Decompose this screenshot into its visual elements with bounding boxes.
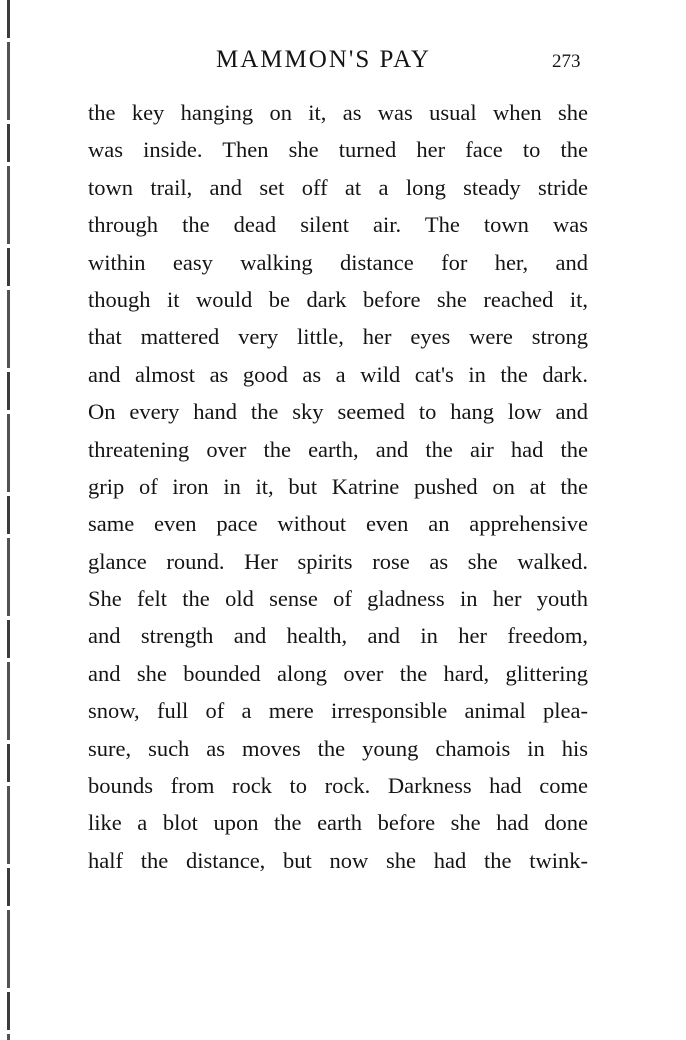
text-line: half the distance, but now she had the twink- xyxy=(88,847,588,873)
text-line: and strength and health, and in her freedom, xyxy=(88,623,588,649)
text-line: snow, full of a mere irresponsible animal plea- xyxy=(88,698,588,724)
text-line: bounds from rock to rock. Darkness had come xyxy=(88,773,588,799)
text-line: On every hand the sky seemed to hang low and xyxy=(88,399,588,425)
running-head xyxy=(0,46,686,78)
text-line: through the dead silent air. The town was xyxy=(88,212,588,238)
text-line: threatening over the earth, and the air had the xyxy=(88,436,588,462)
text-line: town trail, and set off at a long steady stride xyxy=(88,174,588,200)
text-line: though it would be dark before she reached it, xyxy=(88,286,588,312)
text-line: sure, such as moves the young chamois in his xyxy=(88,735,588,761)
text-line: the key hanging on it, as was usual when she xyxy=(88,100,588,125)
text-line: was inside. Then she turned her face to the xyxy=(88,137,588,163)
page-number: 273 xyxy=(552,51,581,72)
text-line: within easy walking distance for her, and xyxy=(88,249,588,275)
text-line: She felt the old sense of gladness in her youth xyxy=(88,586,588,612)
text-line: same even pace without even an apprehensive xyxy=(88,511,588,537)
body-text xyxy=(88,94,588,879)
text-line: and almost as good as a wild cat's in the dark. xyxy=(88,361,588,387)
binding-edge-line xyxy=(7,0,10,1040)
text-line: and she bounded along over the hard, glittering xyxy=(88,660,588,686)
text-line: that mattered very little, her eyes were strong xyxy=(88,324,588,350)
text-line: glance round. Her spirits rose as she walked. xyxy=(88,548,588,574)
running-title: MAMMON'S PAY xyxy=(216,46,431,73)
text-line: grip of iron in it, but Katrine pushed on at the xyxy=(88,473,588,499)
text-line: like a blot upon the earth before she had done xyxy=(88,810,588,836)
